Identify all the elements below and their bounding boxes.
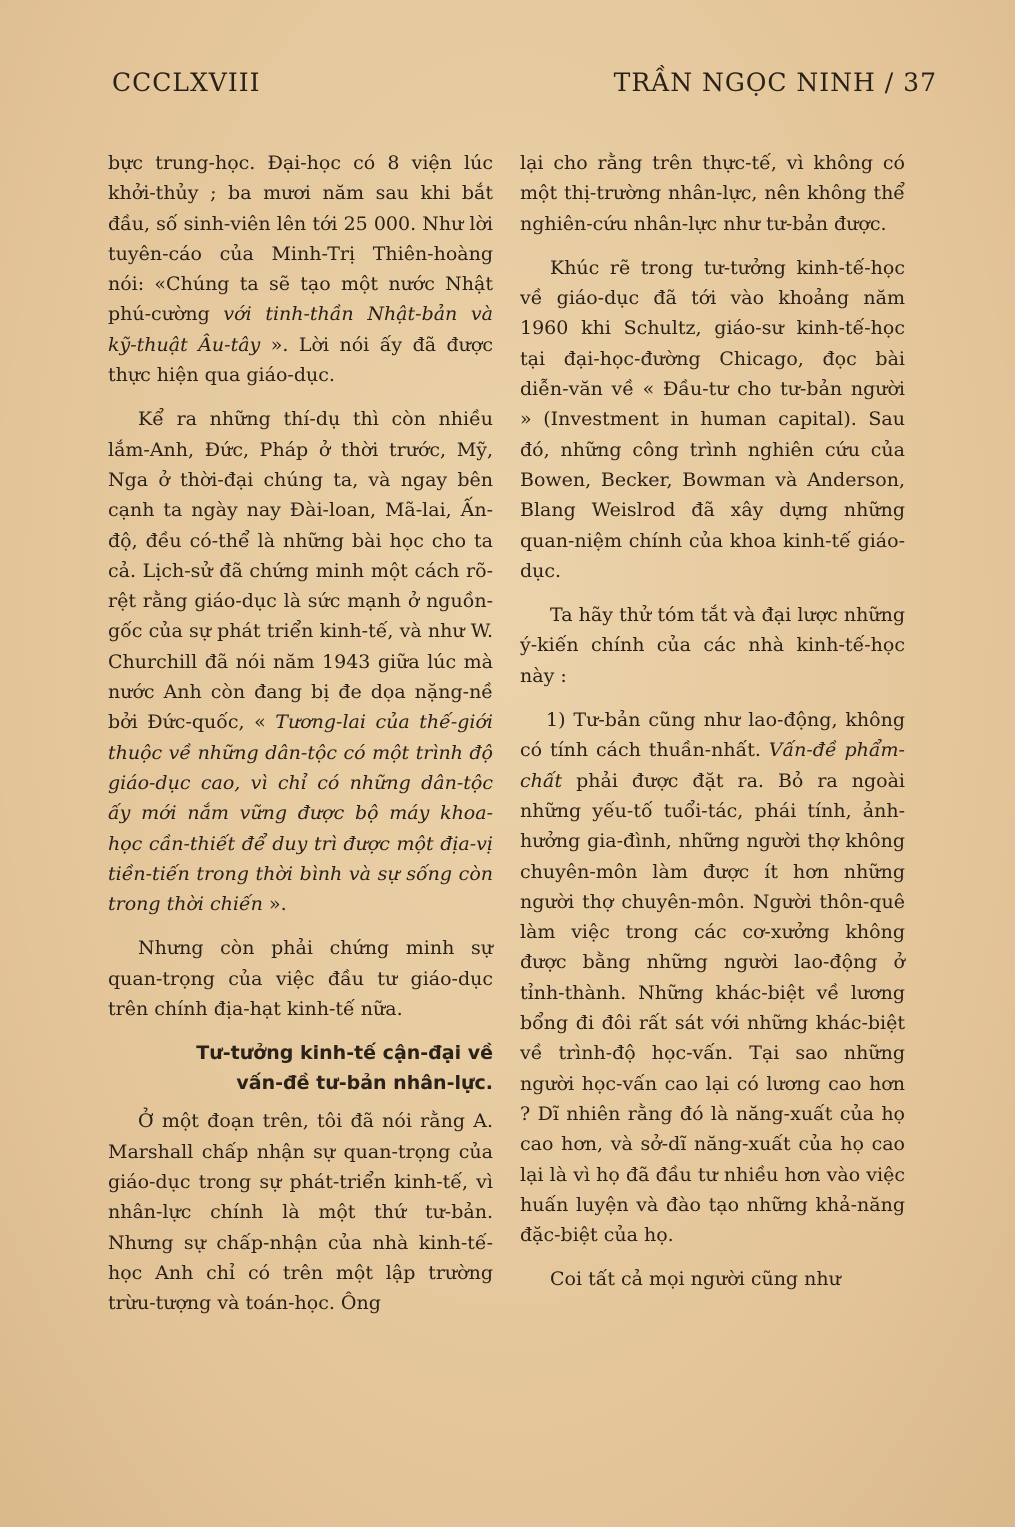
list-item: 1) Tư-bản cũng như lao-động, không có tính cách thuần-nhất. Vấn-đề phẩm-chất phải được đặt ra. Bỏ ra ngoài những yếu-tố tuổi-tác, phái tính, ảnh-hưởng gia-đình, những người thợ không chuyên-môn làm được ít hơn những người thợ chuyên-môn. Người thôn-quê làm việc trong các cơ-xưởng không được bằng những người lao-động ở tỉnh-thành. Những khác-biệt về lương bổng đi đôi rất sát với những khác-biệt về trình-độ học-vấn. Tại sao những người học-vấn cao lại có lương cao hơn ? Dĩ nhiên rằng đó là năng-xuất của họ cao hơn, và sở-dĩ năng-xuất của họ cao lại là vì họ đã đầu tư nhiều hơn vào việc huấn luyện và đào tạo những khả-năng đặc-biệt của họ. (520, 709, 905, 1247)
paragraph: bực trung-học. Đại-học có 8 viện lúc khởi-thủy ; ba mươi năm sau khi bắt đầu, số sinh-viên lên tới 25 000. Như lời tuyên-cáo của Minh-Trị Thiên-hoàng nói: «Chúng ta sẽ tạo một nước Nhật phú-cường với tinh-thần Nhật-bản và kỹ-thuật Âu-tây ». Lời nói ấy đã được thực hiện qua giáo-dục. (108, 152, 494, 387)
paragraph: Kể ra những thí-dụ thì còn nhiều lắm-Anh, Đức, Pháp ở thời trước, Mỹ, Nga ở thời-đại chúng ta, và ngay bên cạnh ta ngày nay Đài-loan, Mã-lai, Ấn-độ, đều có-thể là những bài học cho ta cả. Lịch-sử đã chứng minh một cách rõ-rệt rằng giáo-dục là sức mạnh ở nguồn-gốc của sự phát triển kinh-tế, và như W. Churchill đã nói năm 1943 giữa lúc mà nước Anh còn đang bị đe dọa nặng-nề bởi Đức-quốc, « Tương-lai của thế-giới thuộc về những dân-tộc có một trình độ giáo-dục cao, vì chỉ có những dân-tộc ấy mới nắm vững được bộ máy khoa-học cần-thiết để duy trì được một địa-vị tiền-tiến trong thời bình và sự sống còn trong thời chiến ». (108, 408, 493, 916)
paragraph: Nhưng còn phải chứng minh sự quan-trọng của việc đầu tư giáo-dục trên chính địa-hạt kinh-tế nữa. (108, 937, 493, 1021)
paragraph: Ta hãy thử tóm tắt và đại lược những ý-kiến chính của các nhà kinh-tế-học này : (520, 604, 905, 687)
left-column (108, 148, 493, 1332)
paragraph: Ở một đoạn trên, tôi đã nói rằng A. Marshall chấp nhận sự quan-trọng của giáo-dục trong sự phát-triển kinh-tế, vì nhân-lực chính là một thứ tư-bản. Nhưng sự chấp-nhận của nhà kinh-tế-học Anh chỉ có trên một lập trường trừu-tượng và toán-học. Ông (108, 1110, 493, 1315)
paragraph: Khúc rẽ trong tư-tưởng kinh-tế-học về giáo-dục đã tới vào khoảng năm 1960 khi Schultz, giáo-sư kinh-tế-học tại đại-học-đường Chicago, đọc bài diễn-văn về « Đầu-tư cho tư-bản người » (Investment in human capital). Sau đó, những công trình nghiên cứu của Bowen, Becker, Bowman và Anderson, Blang Weislrod đã xây dựng những quan-niệm chính của khoa kinh-tế giáo-dục. (520, 256, 905, 582)
author-page-number: TRẦN NGỌC NINH / 37 (613, 68, 937, 97)
paragraph: lại cho rằng trên thực-tế, vì không có một thị-trường nhân-lực, nên không thể nghiên-cứu nhân-lực như tư-bản được. (520, 152, 905, 235)
section-subtitle: Tư-tưởng kinh-tế cận-đại về vấn-đề tư-bản nhân-lực. (196, 1042, 493, 1095)
page-header (112, 68, 937, 108)
paragraph: Coi tất cả mọi người cũng như (550, 1268, 841, 1291)
right-column (520, 148, 905, 1309)
page-number-roman: CCCLXVIII (112, 68, 261, 97)
